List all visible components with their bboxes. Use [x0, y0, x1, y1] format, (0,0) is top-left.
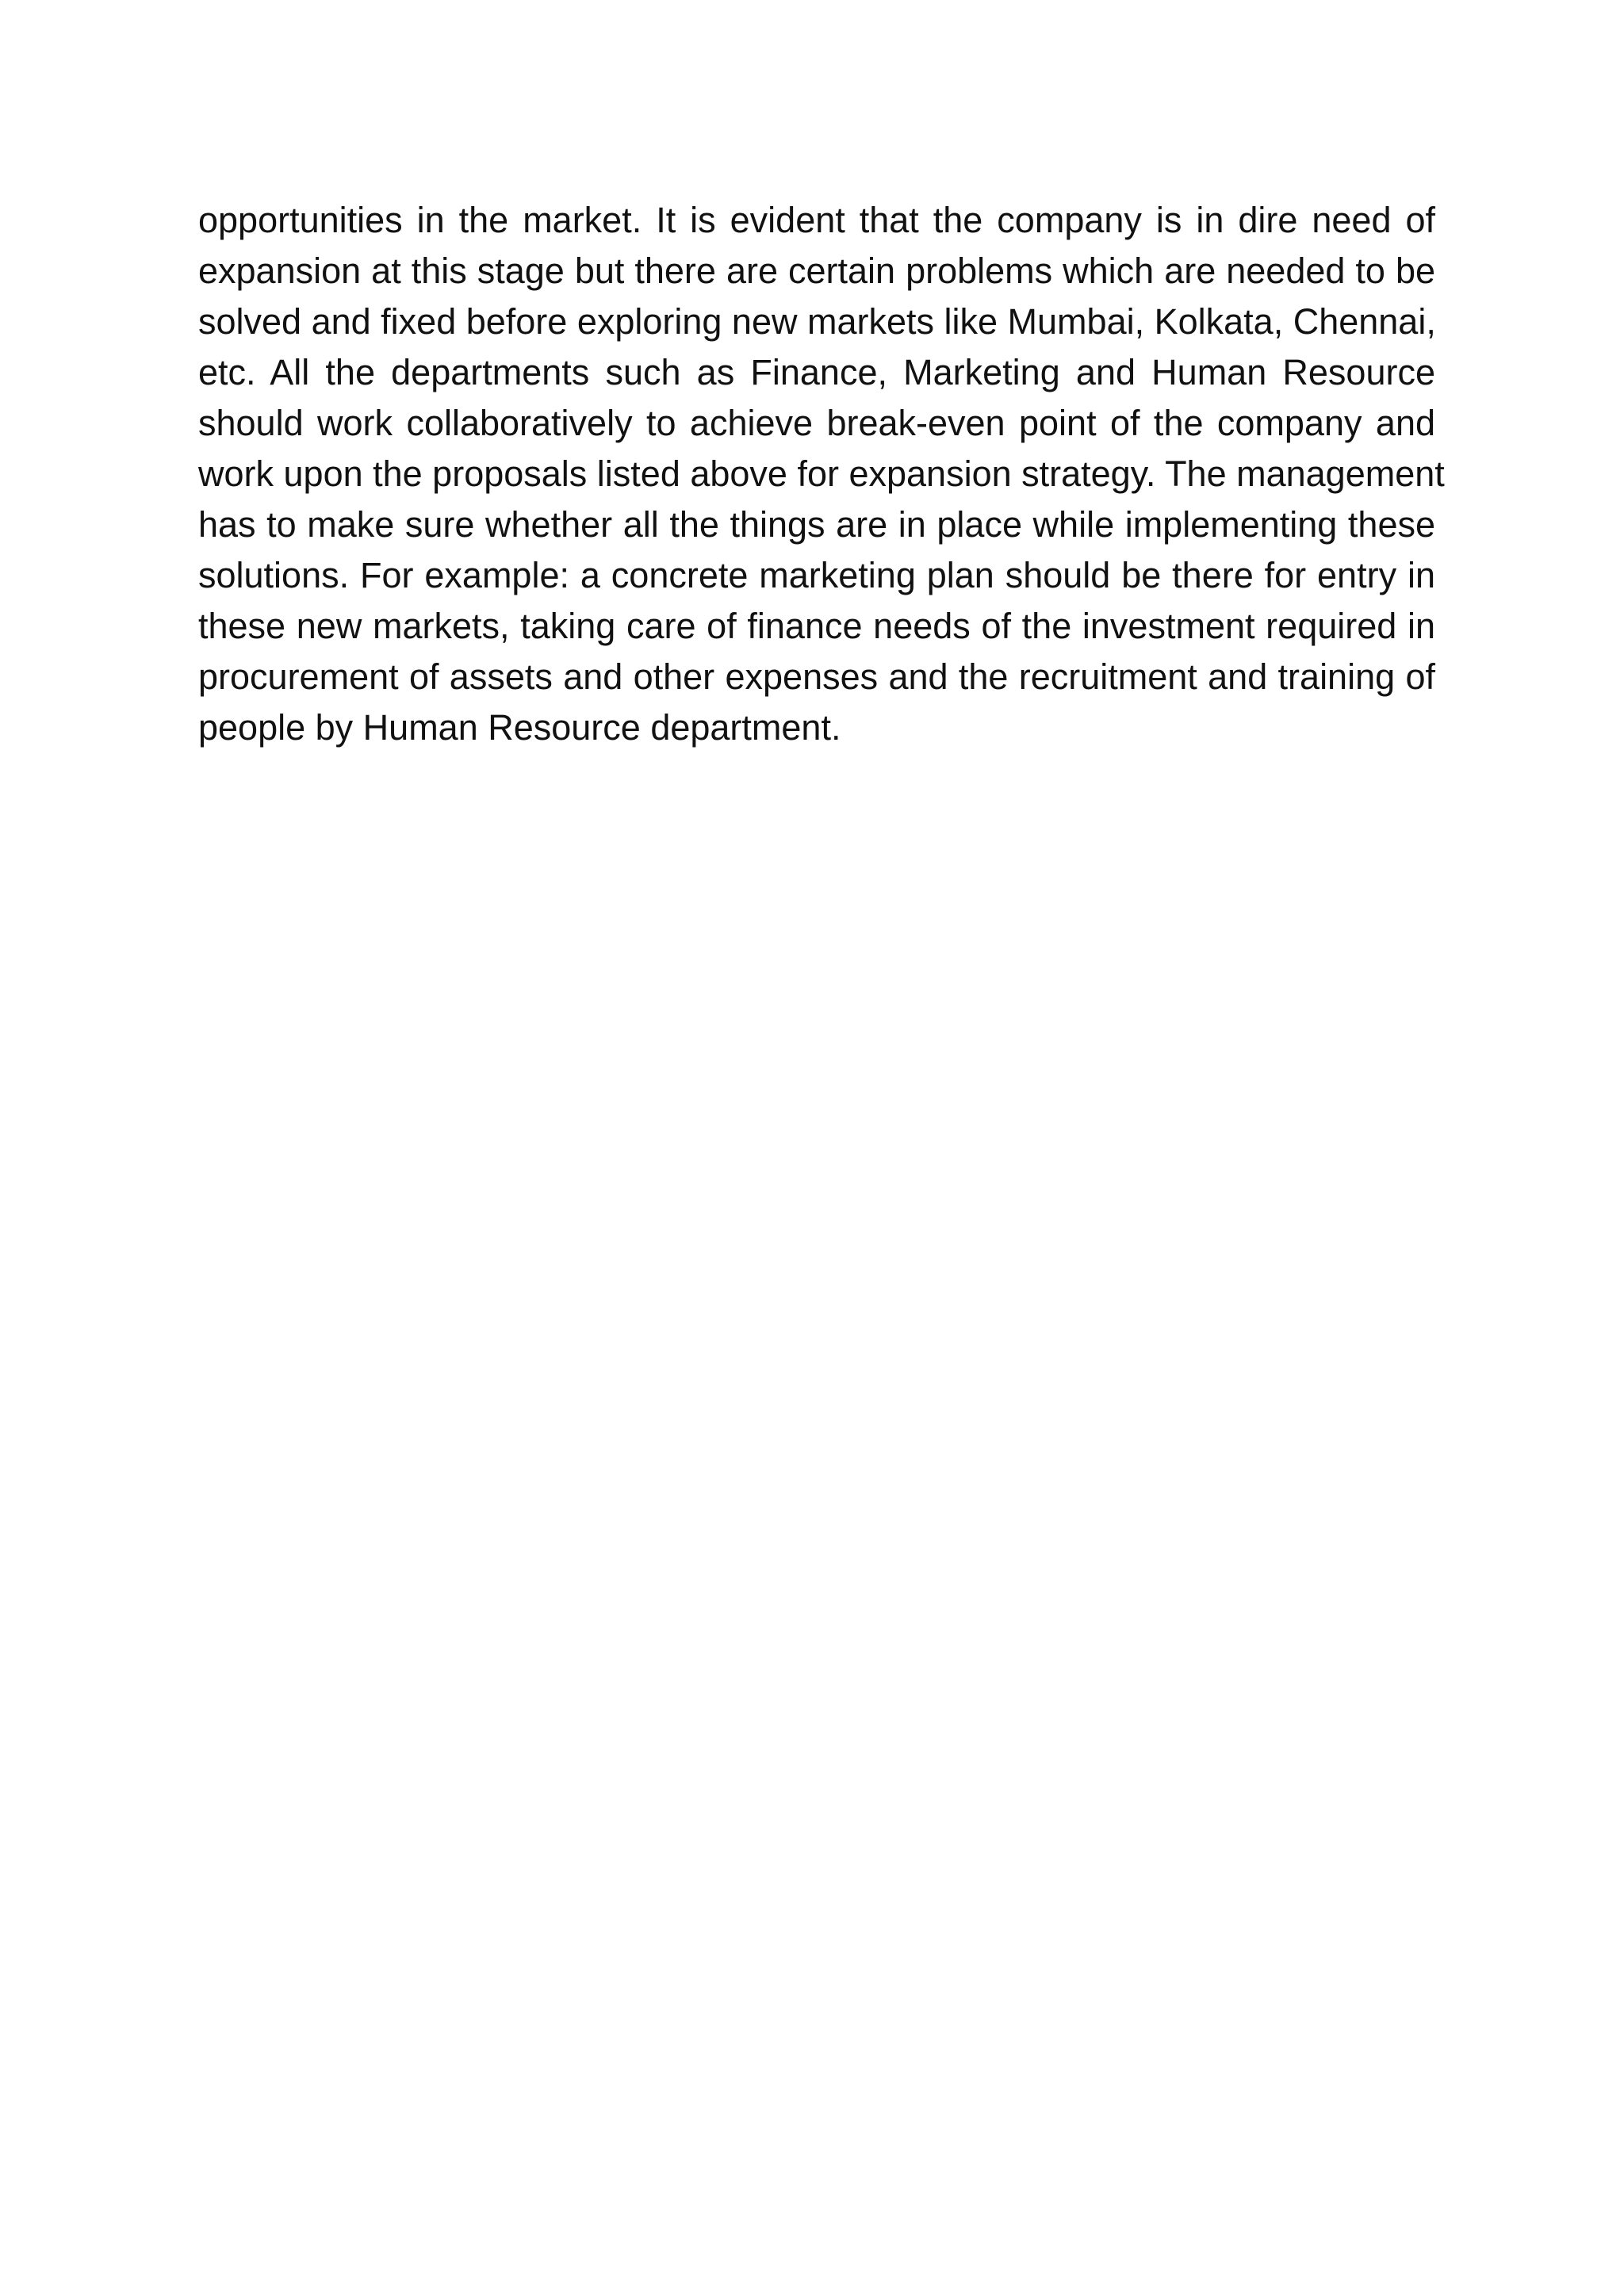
- paragraph-line: these new markets, taking care of finance needs of the investment required in: [198, 606, 1435, 646]
- paragraph-line: solved and fixed before exploring new markets like Mumbai, Kolkata, Chennai,: [198, 301, 1436, 342]
- paragraph-line: solutions. For example: a concrete marketing plan should be there for entry in: [198, 555, 1435, 595]
- paragraph-line: etc. All the departments such as Finance, Marketing and Human Resource: [198, 352, 1435, 392]
- paragraph-line: expansion at this stage but there are certain problems which are needed to be: [198, 251, 1435, 291]
- paragraph-line: opportunities in the market. It is evident that the company is in dire need of: [198, 200, 1435, 240]
- paragraph-line: has to make sure whether all the things are in place while implementing these: [198, 504, 1435, 545]
- paragraph-line: work upon the proposals listed above for expansion strategy. The management: [198, 453, 1445, 494]
- paragraph-line: should work collaboratively to achieve break-even point of the company and: [198, 403, 1435, 443]
- paragraph-line: people by Human Resource department.: [198, 707, 841, 748]
- body-paragraph: [198, 195, 1445, 753]
- paragraph-line: procurement of assets and other expenses and the recruitment and training of: [198, 656, 1435, 697]
